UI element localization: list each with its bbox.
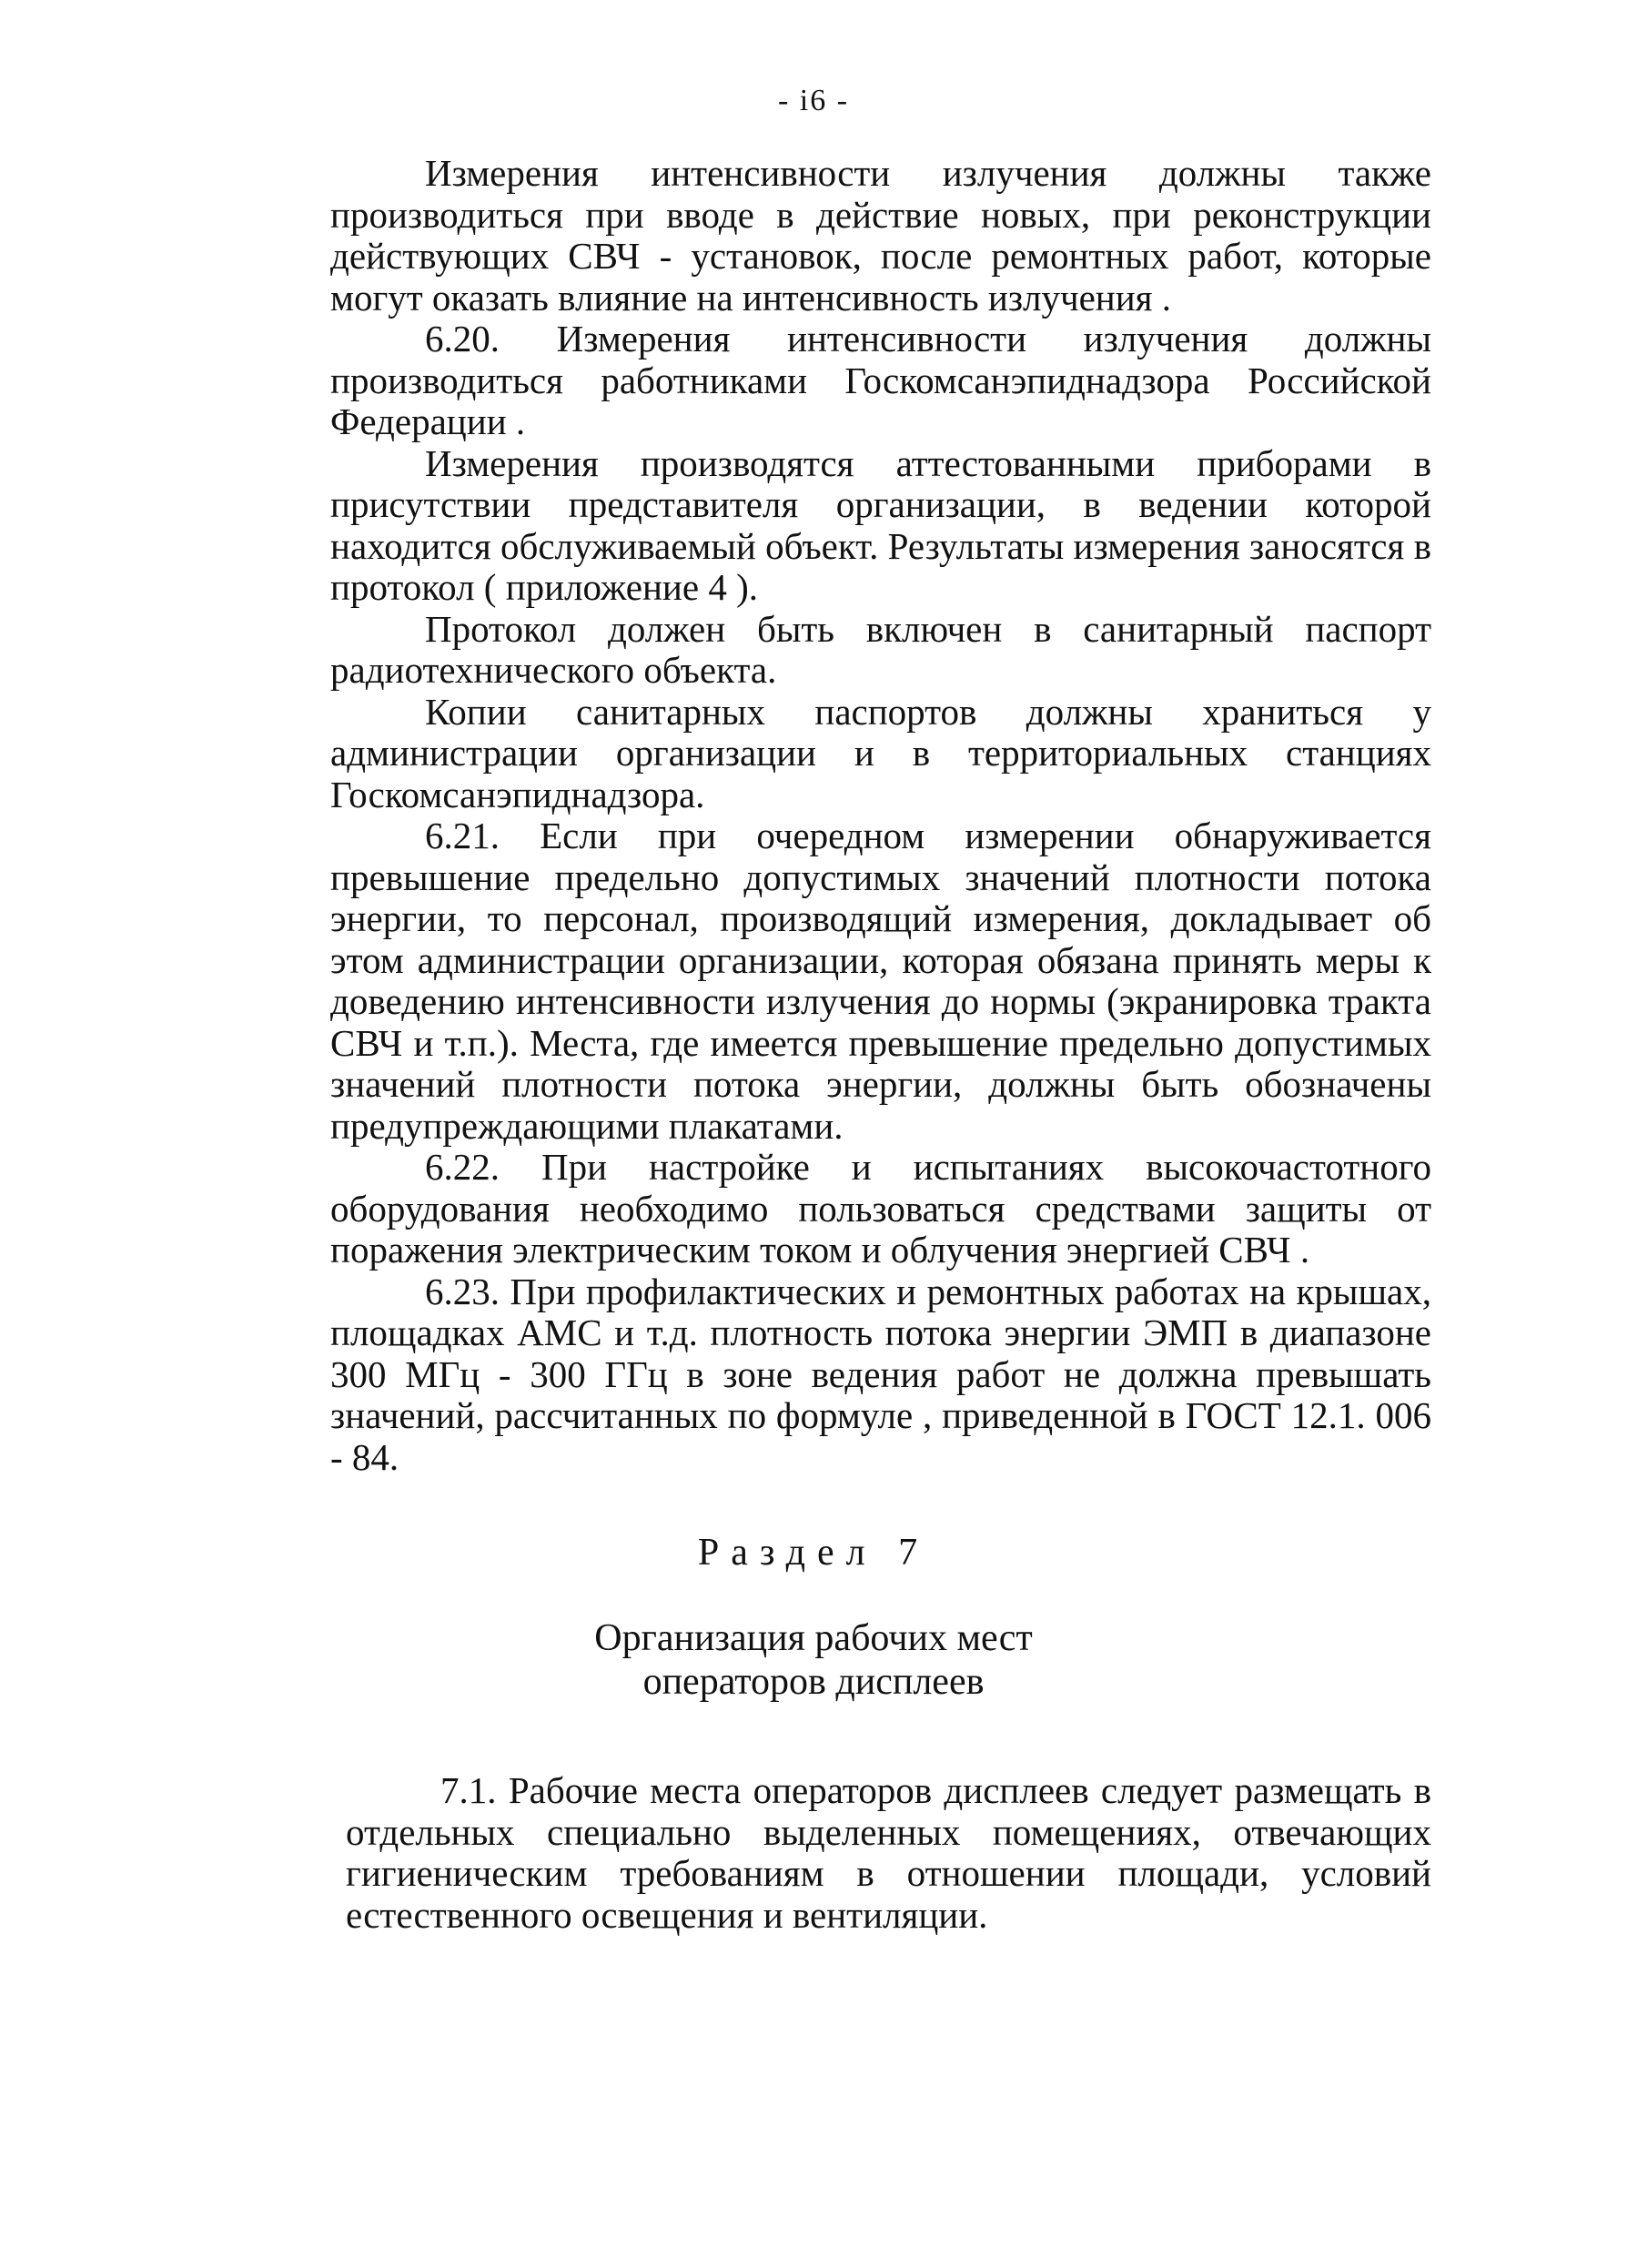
page-number: - i6 - <box>777 84 850 117</box>
paragraph: Копии санитарных паспортов должны храниться у администрации организации и в территориальных станциях Госкомсанэпиднадзора. <box>330 690 1431 815</box>
paragraph: 6.21. Если при очередном измерении обнаруживается превышение предельно допустимых значений плотности потока энергии, то персонал, производящий измерения, докладывает об этом администрации организации, которая обязана принять меры к доведению интенсивности излучения до нормы (экранировка тракта СВЧ и т.п.). Места, где имеется превышение предельно допустимых значений плотности потока энергии, должны быть обозначены предупреждающими плакатами. <box>330 815 1431 1147</box>
section-title-line: Организация рабочих мест <box>594 1617 1033 1659</box>
body-text-section-7 <box>346 1770 1431 1936</box>
paragraph: 6.22. При настройке и испытаниях высокочастотного оборудования необходимо пользоваться средствами защиты от поражения электрическим током и облучения энергией СВЧ . <box>330 1146 1431 1271</box>
paragraph: Протокол должен быть включен в санитарный паспорт радиотехнического объекта. <box>330 607 1431 691</box>
paragraph: 6.20. Измерения интенсивности излучения должны производиться работниками Госкомсанэпиднадзора Российской Федерации . <box>330 318 1431 442</box>
section-title <box>0 1616 1627 1704</box>
body-text <box>330 153 1431 1478</box>
paragraph: Измерения производятся аттестованными приборами в присутствии представителя организации, в ведении которой находится обслуживаемый объект. Результаты измерения заносятся в протокол ( приложение 4 ). <box>330 441 1431 608</box>
paragraph: Измерения интенсивности излучения должны также производиться при вводе в действие новых, при реконструкции действующих СВЧ - установок, после ремонтных работ, которые могут оказать влияние на интенсивность излучения . <box>330 152 1431 319</box>
section-number: Раздел 7 <box>697 1532 930 1574</box>
paragraph: 6.23. При профилактических и ремонтных работах на крышах, площадках АМС и т.д. плотность потока энергии ЭМП в диапазоне 300 МГц - 300 ГГц в зоне ведения работ не должна превышать значений, рассчитанных по формуле , приведенной в ГОСТ 12.1. 006 - 84. <box>330 1270 1431 1478</box>
paragraph: 7.1. Рабочие места операторов дисплеев следует размещать в отдельных специально выделенных помещениях, отвечающих гигиеническим требованиям в отношении площади, условий естественного освещения и вентиляции. <box>346 1769 1431 1936</box>
section-title-line: операторов дисплеев <box>642 1661 985 1703</box>
